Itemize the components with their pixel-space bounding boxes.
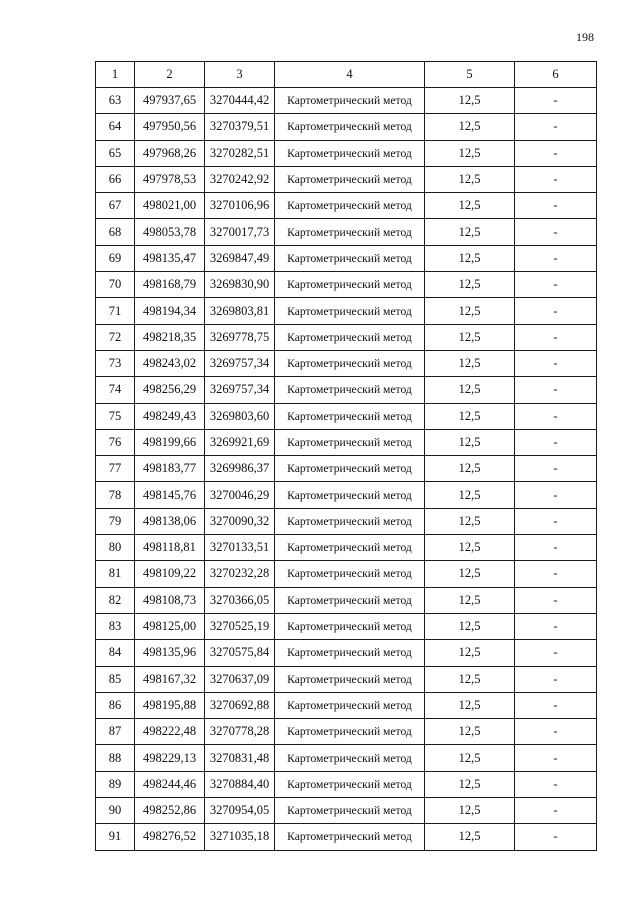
- cell-point-number: 82: [96, 587, 135, 613]
- cell-x-coordinate: 498135,47: [135, 245, 205, 271]
- header-col-3: 3: [205, 62, 275, 88]
- cell-y-coordinate: 3270831,48: [205, 745, 275, 771]
- table-row: [96, 166, 597, 192]
- cell-y-coordinate: 3269803,81: [205, 298, 275, 324]
- header-col-2: 2: [135, 62, 205, 88]
- cell-method: Картометрический метод: [275, 140, 425, 166]
- coordinates-table: [95, 61, 597, 851]
- cell-note: -: [515, 798, 597, 824]
- cell-point-number: 69: [96, 245, 135, 271]
- cell-accuracy: 12,5: [425, 88, 515, 114]
- cell-note: -: [515, 613, 597, 639]
- cell-accuracy: 12,5: [425, 429, 515, 455]
- cell-method: Картометрический метод: [275, 692, 425, 718]
- cell-note: -: [515, 666, 597, 692]
- cell-method: Картометрический метод: [275, 613, 425, 639]
- cell-method: Картометрический метод: [275, 482, 425, 508]
- cell-method: Картометрический метод: [275, 719, 425, 745]
- table-row: [96, 245, 597, 271]
- table-header-row: [96, 62, 597, 88]
- header-col-4: 4: [275, 62, 425, 88]
- cell-point-number: 77: [96, 456, 135, 482]
- table-row: [96, 535, 597, 561]
- table-row: [96, 824, 597, 850]
- cell-method: Картометрический метод: [275, 245, 425, 271]
- cell-point-number: 86: [96, 692, 135, 718]
- cell-x-coordinate: 497937,65: [135, 88, 205, 114]
- table-row: [96, 456, 597, 482]
- cell-y-coordinate: 3270133,51: [205, 535, 275, 561]
- cell-x-coordinate: 498218,35: [135, 324, 205, 350]
- table-row: [96, 403, 597, 429]
- cell-x-coordinate: 497968,26: [135, 140, 205, 166]
- cell-point-number: 63: [96, 88, 135, 114]
- cell-x-coordinate: 498138,06: [135, 508, 205, 534]
- cell-y-coordinate: 3269757,34: [205, 350, 275, 376]
- cell-note: -: [515, 587, 597, 613]
- cell-method: Картометрический метод: [275, 298, 425, 324]
- cell-point-number: 66: [96, 166, 135, 192]
- cell-accuracy: 12,5: [425, 403, 515, 429]
- cell-x-coordinate: 497978,53: [135, 166, 205, 192]
- cell-x-coordinate: 498249,43: [135, 403, 205, 429]
- header-col-1: 1: [96, 62, 135, 88]
- cell-method: Картометрический метод: [275, 745, 425, 771]
- cell-accuracy: 12,5: [425, 140, 515, 166]
- cell-accuracy: 12,5: [425, 324, 515, 350]
- cell-accuracy: 12,5: [425, 114, 515, 140]
- cell-accuracy: 12,5: [425, 798, 515, 824]
- cell-note: -: [515, 193, 597, 219]
- cell-note: -: [515, 219, 597, 245]
- cell-note: -: [515, 429, 597, 455]
- cell-y-coordinate: 3270778,28: [205, 719, 275, 745]
- cell-y-coordinate: 3269986,37: [205, 456, 275, 482]
- cell-x-coordinate: 498276,52: [135, 824, 205, 850]
- cell-method: Картометрический метод: [275, 114, 425, 140]
- table-row: [96, 771, 597, 797]
- cell-method: Картометрический метод: [275, 587, 425, 613]
- table-row: [96, 508, 597, 534]
- cell-method: Картометрический метод: [275, 377, 425, 403]
- cell-note: -: [515, 88, 597, 114]
- table-row: [96, 719, 597, 745]
- cell-point-number: 87: [96, 719, 135, 745]
- table-row: [96, 219, 597, 245]
- cell-accuracy: 12,5: [425, 219, 515, 245]
- cell-point-number: 76: [96, 429, 135, 455]
- cell-method: Картометрический метод: [275, 88, 425, 114]
- cell-note: -: [515, 561, 597, 587]
- cell-note: -: [515, 324, 597, 350]
- cell-note: -: [515, 298, 597, 324]
- cell-x-coordinate: 498021,00: [135, 193, 205, 219]
- cell-x-coordinate: 498199,66: [135, 429, 205, 455]
- cell-point-number: 79: [96, 508, 135, 534]
- cell-note: -: [515, 377, 597, 403]
- cell-accuracy: 12,5: [425, 561, 515, 587]
- cell-method: Картометрический метод: [275, 403, 425, 429]
- cell-x-coordinate: 498125,00: [135, 613, 205, 639]
- cell-point-number: 72: [96, 324, 135, 350]
- table-row: [96, 666, 597, 692]
- cell-point-number: 85: [96, 666, 135, 692]
- table-body: [96, 88, 597, 851]
- cell-accuracy: 12,5: [425, 640, 515, 666]
- cell-x-coordinate: 498222,48: [135, 719, 205, 745]
- table-row: [96, 692, 597, 718]
- cell-accuracy: 12,5: [425, 824, 515, 850]
- cell-x-coordinate: 498194,34: [135, 298, 205, 324]
- cell-accuracy: 12,5: [425, 666, 515, 692]
- table-row: [96, 88, 597, 114]
- cell-y-coordinate: 3270046,29: [205, 482, 275, 508]
- cell-y-coordinate: 3270090,32: [205, 508, 275, 534]
- cell-point-number: 73: [96, 350, 135, 376]
- cell-x-coordinate: 498195,88: [135, 692, 205, 718]
- cell-y-coordinate: 3269830,90: [205, 272, 275, 298]
- header-col-5: 5: [425, 62, 515, 88]
- cell-point-number: 84: [96, 640, 135, 666]
- cell-y-coordinate: 3270444,42: [205, 88, 275, 114]
- cell-y-coordinate: 3270575,84: [205, 640, 275, 666]
- cell-note: -: [515, 456, 597, 482]
- cell-method: Картометрический метод: [275, 640, 425, 666]
- table-row: [96, 640, 597, 666]
- cell-x-coordinate: 498118,81: [135, 535, 205, 561]
- cell-point-number: 67: [96, 193, 135, 219]
- cell-point-number: 74: [96, 377, 135, 403]
- cell-accuracy: 12,5: [425, 508, 515, 534]
- table-row: [96, 324, 597, 350]
- header-col-6: 6: [515, 62, 597, 88]
- cell-method: Картометрический метод: [275, 508, 425, 534]
- cell-x-coordinate: 498243,02: [135, 350, 205, 376]
- cell-y-coordinate: 3270379,51: [205, 114, 275, 140]
- cell-x-coordinate: 497950,56: [135, 114, 205, 140]
- cell-point-number: 90: [96, 798, 135, 824]
- cell-note: -: [515, 482, 597, 508]
- cell-x-coordinate: 498252,86: [135, 798, 205, 824]
- table-row: [96, 429, 597, 455]
- cell-method: Картометрический метод: [275, 193, 425, 219]
- table-row: [96, 745, 597, 771]
- cell-note: -: [515, 745, 597, 771]
- cell-method: Картометрический метод: [275, 798, 425, 824]
- cell-x-coordinate: 498183,77: [135, 456, 205, 482]
- cell-method: Картометрический метод: [275, 666, 425, 692]
- cell-y-coordinate: 3270884,40: [205, 771, 275, 797]
- table-row: [96, 798, 597, 824]
- cell-point-number: 70: [96, 272, 135, 298]
- table-row: [96, 140, 597, 166]
- page-number: 198: [576, 30, 594, 44]
- cell-note: -: [515, 771, 597, 797]
- cell-accuracy: 12,5: [425, 298, 515, 324]
- cell-accuracy: 12,5: [425, 350, 515, 376]
- cell-x-coordinate: 498244,46: [135, 771, 205, 797]
- cell-accuracy: 12,5: [425, 245, 515, 271]
- cell-accuracy: 12,5: [425, 771, 515, 797]
- cell-x-coordinate: 498256,29: [135, 377, 205, 403]
- cell-note: -: [515, 350, 597, 376]
- cell-accuracy: 12,5: [425, 745, 515, 771]
- cell-x-coordinate: 498145,76: [135, 482, 205, 508]
- table-row: [96, 114, 597, 140]
- cell-accuracy: 12,5: [425, 482, 515, 508]
- cell-accuracy: 12,5: [425, 456, 515, 482]
- cell-point-number: 91: [96, 824, 135, 850]
- cell-accuracy: 12,5: [425, 535, 515, 561]
- cell-point-number: 83: [96, 613, 135, 639]
- cell-method: Картометрический метод: [275, 324, 425, 350]
- table-row: [96, 587, 597, 613]
- cell-method: Картометрический метод: [275, 456, 425, 482]
- cell-method: Картометрический метод: [275, 535, 425, 561]
- cell-note: -: [515, 535, 597, 561]
- cell-accuracy: 12,5: [425, 193, 515, 219]
- cell-y-coordinate: 3271035,18: [205, 824, 275, 850]
- table-row: [96, 272, 597, 298]
- cell-note: -: [515, 403, 597, 429]
- cell-x-coordinate: 498167,32: [135, 666, 205, 692]
- cell-method: Картометрический метод: [275, 429, 425, 455]
- table-row: [96, 561, 597, 587]
- cell-point-number: 78: [96, 482, 135, 508]
- cell-method: Картометрический метод: [275, 166, 425, 192]
- cell-y-coordinate: 3270637,09: [205, 666, 275, 692]
- cell-y-coordinate: 3270954,05: [205, 798, 275, 824]
- cell-note: -: [515, 640, 597, 666]
- cell-method: Картометрический метод: [275, 824, 425, 850]
- cell-accuracy: 12,5: [425, 719, 515, 745]
- cell-y-coordinate: 3270242,92: [205, 166, 275, 192]
- table-row: [96, 193, 597, 219]
- cell-point-number: 71: [96, 298, 135, 324]
- cell-y-coordinate: 3270232,28: [205, 561, 275, 587]
- cell-y-coordinate: 3269847,49: [205, 245, 275, 271]
- cell-y-coordinate: 3269778,75: [205, 324, 275, 350]
- cell-y-coordinate: 3269803,60: [205, 403, 275, 429]
- table-row: [96, 377, 597, 403]
- cell-x-coordinate: 498109,22: [135, 561, 205, 587]
- cell-y-coordinate: 3270106,96: [205, 193, 275, 219]
- cell-note: -: [515, 272, 597, 298]
- cell-x-coordinate: 498229,13: [135, 745, 205, 771]
- cell-accuracy: 12,5: [425, 377, 515, 403]
- cell-x-coordinate: 498168,79: [135, 272, 205, 298]
- cell-point-number: 89: [96, 771, 135, 797]
- cell-point-number: 65: [96, 140, 135, 166]
- cell-y-coordinate: 3270525,19: [205, 613, 275, 639]
- table-row: [96, 298, 597, 324]
- cell-method: Картометрический метод: [275, 561, 425, 587]
- cell-point-number: 80: [96, 535, 135, 561]
- table-row: [96, 350, 597, 376]
- cell-y-coordinate: 3270366,05: [205, 587, 275, 613]
- cell-method: Картометрический метод: [275, 219, 425, 245]
- cell-point-number: 68: [96, 219, 135, 245]
- cell-point-number: 88: [96, 745, 135, 771]
- cell-x-coordinate: 498108,73: [135, 587, 205, 613]
- cell-note: -: [515, 245, 597, 271]
- cell-method: Картометрический метод: [275, 771, 425, 797]
- cell-y-coordinate: 3270282,51: [205, 140, 275, 166]
- cell-accuracy: 12,5: [425, 613, 515, 639]
- cell-accuracy: 12,5: [425, 692, 515, 718]
- cell-y-coordinate: 3269757,34: [205, 377, 275, 403]
- cell-method: Картометрический метод: [275, 350, 425, 376]
- cell-point-number: 81: [96, 561, 135, 587]
- cell-note: -: [515, 166, 597, 192]
- cell-y-coordinate: 3270692,88: [205, 692, 275, 718]
- cell-point-number: 64: [96, 114, 135, 140]
- cell-y-coordinate: 3270017,73: [205, 219, 275, 245]
- cell-accuracy: 12,5: [425, 272, 515, 298]
- cell-accuracy: 12,5: [425, 166, 515, 192]
- cell-method: Картометрический метод: [275, 272, 425, 298]
- cell-x-coordinate: 498053,78: [135, 219, 205, 245]
- cell-note: -: [515, 114, 597, 140]
- cell-note: -: [515, 719, 597, 745]
- cell-accuracy: 12,5: [425, 587, 515, 613]
- cell-y-coordinate: 3269921,69: [205, 429, 275, 455]
- cell-note: -: [515, 140, 597, 166]
- cell-note: -: [515, 692, 597, 718]
- table-row: [96, 613, 597, 639]
- cell-point-number: 75: [96, 403, 135, 429]
- cell-note: -: [515, 824, 597, 850]
- cell-x-coordinate: 498135,96: [135, 640, 205, 666]
- cell-note: -: [515, 508, 597, 534]
- table-row: [96, 482, 597, 508]
